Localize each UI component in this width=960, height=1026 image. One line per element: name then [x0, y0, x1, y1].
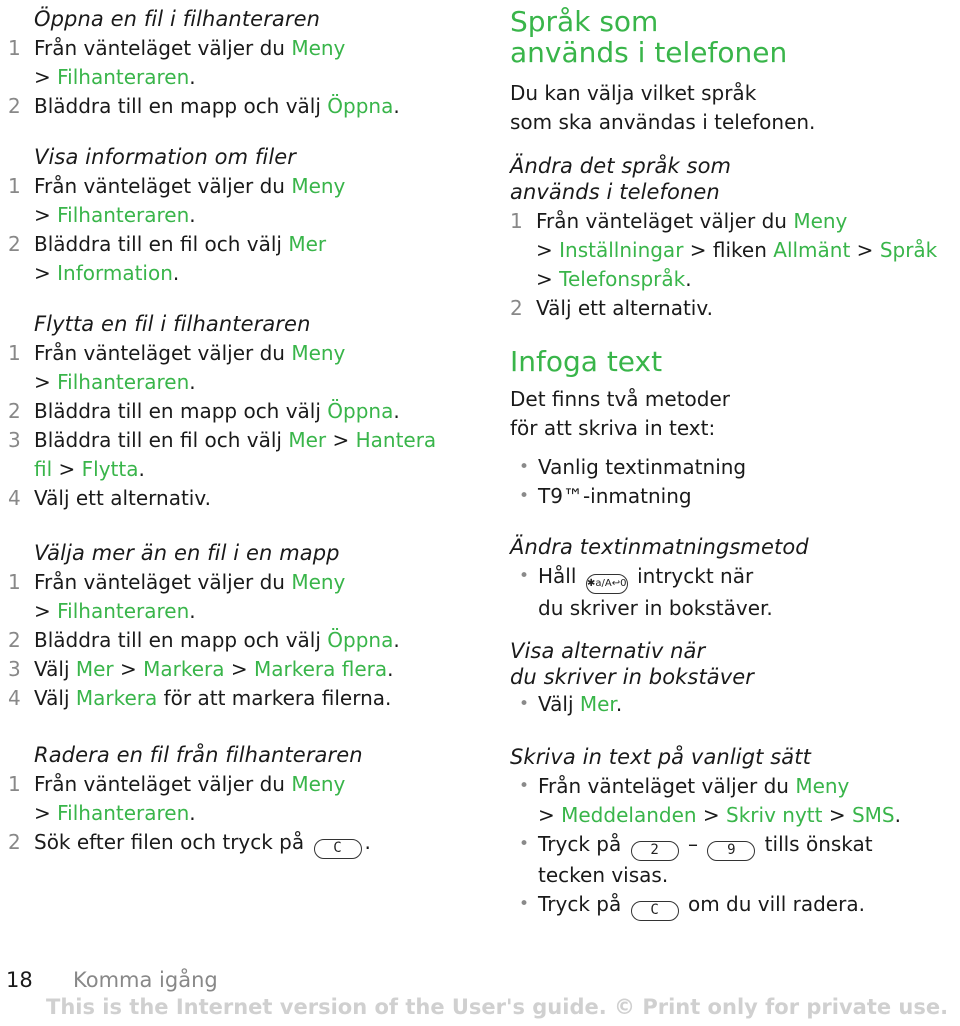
text-line — [538, 772, 901, 801]
insert-methods-list — [510, 453, 960, 511]
menu-path-link: Meny — [291, 570, 346, 594]
text-segment: > — [34, 203, 58, 227]
options-heading-line2: du skriver in bokstäver — [510, 665, 755, 689]
change-method-heading: Ändra textinmatningsmetod — [510, 535, 809, 559]
text-segment: . — [393, 628, 400, 652]
text-line — [34, 828, 371, 859]
text-line — [34, 172, 345, 201]
text-segment: om du vill radera. — [681, 892, 865, 916]
section-language — [510, 6, 960, 323]
normal-text-heading: Skriva in text på vanligt sätt — [510, 745, 811, 769]
menu-path-link: Öppna — [327, 399, 394, 423]
list-item — [510, 690, 960, 719]
step-number: 2 — [8, 628, 21, 652]
step-item — [0, 770, 500, 828]
menu-path-link: Flytta — [81, 457, 139, 481]
key-c-icon: C — [631, 901, 679, 921]
text-segment: Håll — [538, 564, 583, 588]
text-segment: . — [393, 94, 400, 118]
text-line — [34, 34, 345, 63]
step-text — [34, 655, 394, 684]
step-item — [0, 397, 500, 426]
menu-path-link: Markera — [143, 657, 225, 681]
step-text — [34, 828, 371, 859]
text-line — [34, 259, 326, 288]
text-segment: Från vänteläget väljer du — [34, 174, 292, 198]
text-line — [536, 236, 937, 265]
step-text — [34, 230, 326, 288]
language-subheading: Ändra det språk som används i telefonen — [510, 154, 732, 204]
section-heading: Visa information om filer — [34, 145, 297, 169]
list-item: • Vanlig textinmatning — [510, 453, 960, 482]
menu-path-link: Öppna — [327, 628, 394, 652]
menu-path-link: SMS — [851, 803, 895, 827]
menu-path-link: Meny — [291, 174, 346, 198]
section-file-info — [0, 142, 500, 288]
step-text — [34, 426, 436, 484]
text-line — [34, 597, 345, 626]
text-line — [538, 690, 622, 719]
text-line — [34, 339, 345, 368]
section-select-multiple — [0, 538, 500, 713]
section-move-file — [0, 309, 500, 513]
text-segment: > — [34, 370, 58, 394]
text-segment: Bläddra till en mapp och välj — [34, 399, 328, 423]
text-segment: Välj — [34, 686, 76, 710]
step-item — [0, 339, 500, 397]
section-heading: Radera en fil från filhanteraren — [34, 743, 363, 767]
step-text — [34, 626, 400, 655]
copyright-notice: This is the Internet version of the User's guide. © Print only for private use. — [46, 995, 949, 1019]
section-options — [510, 638, 960, 719]
text-line — [538, 830, 873, 861]
language-intro: Du kan välja vilket språk som ska användas i telefonen. — [510, 81, 816, 134]
step-text — [538, 830, 873, 890]
key-c-icon: C — [314, 839, 362, 859]
text-segment: . — [894, 803, 901, 827]
text-segment: > — [696, 803, 727, 827]
bullet-icon: • — [518, 776, 530, 796]
text-line — [34, 230, 326, 259]
menu-path-link: Meny — [291, 36, 346, 60]
step-list — [0, 770, 500, 859]
page-number: 18 — [6, 968, 33, 992]
text-segment: > — [850, 238, 880, 262]
step-text — [538, 890, 865, 921]
text-segment: > — [34, 599, 58, 623]
text-segment: > — [326, 428, 356, 452]
text-line — [34, 92, 400, 121]
menu-path-link: Hantera — [355, 428, 437, 452]
text-segment: Bläddra till en fil och välj — [34, 428, 289, 452]
step-item — [0, 426, 500, 484]
text-segment: Bläddra till en mapp och välj — [34, 94, 328, 118]
chapter-title: Komma igång — [73, 968, 218, 992]
text-segment: > — [34, 65, 58, 89]
step-number: 1 — [8, 570, 21, 594]
text-segment: . — [189, 599, 196, 623]
step-item — [0, 484, 500, 513]
text-segment: Välj ett alternativ. — [536, 296, 714, 320]
step-text — [34, 172, 345, 230]
text-segment: intryckt när — [630, 564, 754, 588]
bullet-icon: • — [518, 694, 530, 714]
step-list — [0, 568, 500, 713]
change-method-list — [510, 562, 960, 623]
menu-path-link: Allmänt — [773, 238, 851, 262]
step-list — [0, 339, 500, 513]
step-text — [536, 294, 713, 323]
menu-path-link: Meny — [291, 341, 346, 365]
text-segment: Tryck på — [538, 832, 628, 856]
text-line — [34, 368, 345, 397]
text-line — [538, 890, 865, 921]
text-segment: Från vänteläget väljer du — [538, 774, 796, 798]
bullet-icon: • — [518, 566, 530, 586]
text-segment: . — [685, 267, 692, 291]
text-segment: . — [615, 692, 623, 716]
step-number: 1 — [510, 209, 523, 233]
text-segment: > — [536, 238, 560, 262]
text-segment: > — [822, 803, 852, 827]
section-insert-text — [510, 346, 960, 511]
text-line — [34, 426, 436, 455]
step-list — [0, 34, 500, 121]
list-item — [510, 830, 960, 890]
menu-path-link: Skriv nytt — [726, 803, 823, 827]
menu-path-link: Meny — [795, 774, 850, 798]
insert-text-title: Infoga text — [510, 345, 663, 378]
section-heading: Öppna en fil i filhanteraren — [34, 7, 321, 31]
step-number: 3 — [8, 428, 21, 452]
step-number: 1 — [8, 772, 21, 796]
text-line — [34, 484, 211, 513]
menu-path-link: Mer — [288, 232, 327, 256]
step-text — [34, 34, 345, 92]
menu-path-link: Markera flera — [254, 657, 388, 681]
section-delete-file — [0, 740, 500, 859]
text-segment: – — [681, 832, 705, 856]
text-segment: > — [52, 457, 82, 481]
star-key-icon: ✱a/A↩0 — [586, 574, 628, 594]
step-item — [0, 34, 500, 92]
text-segment: . — [138, 457, 145, 481]
menu-path-link: Språk — [879, 238, 938, 262]
text-segment: Från vänteläget väljer du — [536, 209, 794, 233]
text-segment: > — [224, 657, 255, 681]
text-line — [538, 594, 773, 623]
text-segment: Välj — [34, 657, 76, 681]
options-heading-line1: Visa alternativ när — [510, 639, 706, 663]
text-line — [34, 770, 345, 799]
text-line — [536, 207, 937, 236]
list-item — [510, 890, 960, 921]
menu-path-link: Meny — [793, 209, 848, 233]
section-heading: Flytta en fil i filhanteraren — [34, 312, 311, 336]
text-line — [34, 568, 345, 597]
step-item — [0, 655, 500, 684]
text-segment: Tryck på — [538, 892, 628, 916]
text-segment: > — [34, 801, 58, 825]
section-open-file — [0, 4, 500, 121]
text-segment: du skriver in bokstäver. — [538, 596, 773, 620]
step-item — [0, 626, 500, 655]
text-segment: Från vänteläget väljer du — [34, 36, 292, 60]
step-number: 2 — [510, 296, 523, 320]
menu-path-link: Inställningar — [559, 238, 684, 262]
text-segment: Sök efter filen och tryck på — [34, 830, 311, 854]
step-number: 2 — [8, 399, 21, 423]
menu-path-link: Filhanteraren — [57, 370, 190, 394]
language-steps — [502, 207, 960, 323]
step-text — [538, 772, 901, 830]
section-change-method — [510, 532, 960, 623]
text-segment: Från vänteläget väljer du — [34, 570, 292, 594]
menu-path-link: Filhanteraren — [57, 203, 190, 227]
step-number: 1 — [8, 36, 21, 60]
text-segment: > — [34, 261, 58, 285]
step-item — [0, 172, 500, 230]
step-item — [0, 230, 500, 288]
text-line — [34, 63, 345, 92]
key-9-icon: 9 — [707, 841, 755, 861]
text-line — [34, 684, 391, 713]
step-item — [0, 92, 500, 121]
menu-path-link: Telefonspråk — [559, 267, 686, 291]
text-segment: tecken visas. — [538, 863, 669, 887]
text-segment: . — [364, 830, 371, 854]
text-line — [34, 799, 345, 828]
section-heading: Välja mer än en fil i en mapp — [34, 541, 340, 565]
step-text — [34, 770, 345, 828]
menu-path-link: Meddelanden — [561, 803, 697, 827]
menu-path-link: Mer — [288, 428, 327, 452]
text-segment: > — [113, 657, 144, 681]
list-item — [510, 562, 960, 623]
step-text — [34, 568, 345, 626]
text-line — [34, 455, 436, 484]
step-number: 2 — [8, 830, 21, 854]
bullet-icon: • — [518, 894, 530, 914]
text-segment: . — [189, 65, 196, 89]
step-item — [0, 684, 500, 713]
normal-text-list — [510, 772, 960, 921]
text-segment: . — [189, 801, 196, 825]
step-text — [34, 92, 400, 121]
menu-path-link: Markera — [75, 686, 158, 710]
text-segment: . — [172, 261, 180, 285]
text-line — [538, 861, 873, 890]
step-text — [34, 684, 391, 713]
text-line — [538, 801, 901, 830]
text-segment: Bläddra till en fil och välj — [34, 232, 289, 256]
text-line — [34, 626, 400, 655]
language-title: Språk som används i telefonen — [510, 5, 788, 69]
insert-text-intro: Det finns två metoder för att skriva in text: — [510, 387, 731, 440]
menu-path-link: Filhanteraren — [57, 65, 190, 89]
bullet-icon: • — [518, 457, 530, 477]
list-item — [510, 772, 960, 830]
step-number: 2 — [8, 232, 21, 256]
list-item: • T9™-inmatning — [510, 482, 960, 511]
bullet-icon: • — [518, 834, 530, 854]
text-line — [34, 655, 394, 684]
menu-path-link: Information — [57, 261, 173, 285]
step-number: 4 — [8, 486, 21, 510]
step-text — [536, 207, 937, 294]
menu-path-link: Filhanteraren — [57, 599, 190, 623]
text-line — [536, 294, 713, 323]
text-segment: Välj ett alternativ. — [34, 486, 212, 510]
step-number: 3 — [8, 657, 21, 681]
step-list — [0, 172, 500, 288]
step-item — [0, 568, 500, 626]
text-segment: > — [536, 267, 560, 291]
step-item — [502, 207, 960, 294]
text-segment: . — [189, 370, 196, 394]
step-text — [34, 339, 345, 397]
text-line — [538, 562, 773, 594]
step-item — [502, 294, 960, 323]
text-segment: . — [393, 399, 400, 423]
menu-path-link: Meny — [291, 772, 346, 796]
step-number: 4 — [8, 686, 21, 710]
text-segment: Från vänteläget väljer du — [34, 341, 292, 365]
text-line — [34, 397, 400, 426]
text-segment: Välj — [538, 692, 580, 716]
menu-path-link: Mer — [579, 692, 616, 716]
menu-path-link: Filhanteraren — [57, 801, 190, 825]
bullet-icon: • — [518, 486, 530, 506]
menu-path-link: fil — [34, 457, 53, 481]
menu-path-link: Mer — [75, 657, 114, 681]
text-segment: . — [387, 657, 394, 681]
text-segment: > fliken — [683, 238, 774, 262]
text-line — [34, 201, 345, 230]
step-text — [34, 397, 400, 426]
step-item — [0, 828, 500, 859]
options-list — [510, 690, 960, 719]
section-normal-text — [510, 742, 960, 921]
step-number: 1 — [8, 341, 21, 365]
text-segment: . — [189, 203, 196, 227]
text-segment: Från vänteläget väljer du — [34, 772, 292, 796]
text-segment: Bläddra till en mapp och välj — [34, 628, 328, 652]
step-number: 1 — [8, 174, 21, 198]
step-text — [34, 484, 211, 513]
text-segment: tills önskat — [758, 832, 873, 856]
menu-path-link: Öppna — [327, 94, 394, 118]
text-line — [536, 265, 937, 294]
text-segment: > — [538, 803, 562, 827]
step-text — [538, 690, 622, 719]
key-2-icon: 2 — [631, 841, 679, 861]
step-text — [538, 562, 773, 623]
text-segment: för att markera filerna. — [157, 686, 392, 710]
step-number: 2 — [8, 94, 21, 118]
